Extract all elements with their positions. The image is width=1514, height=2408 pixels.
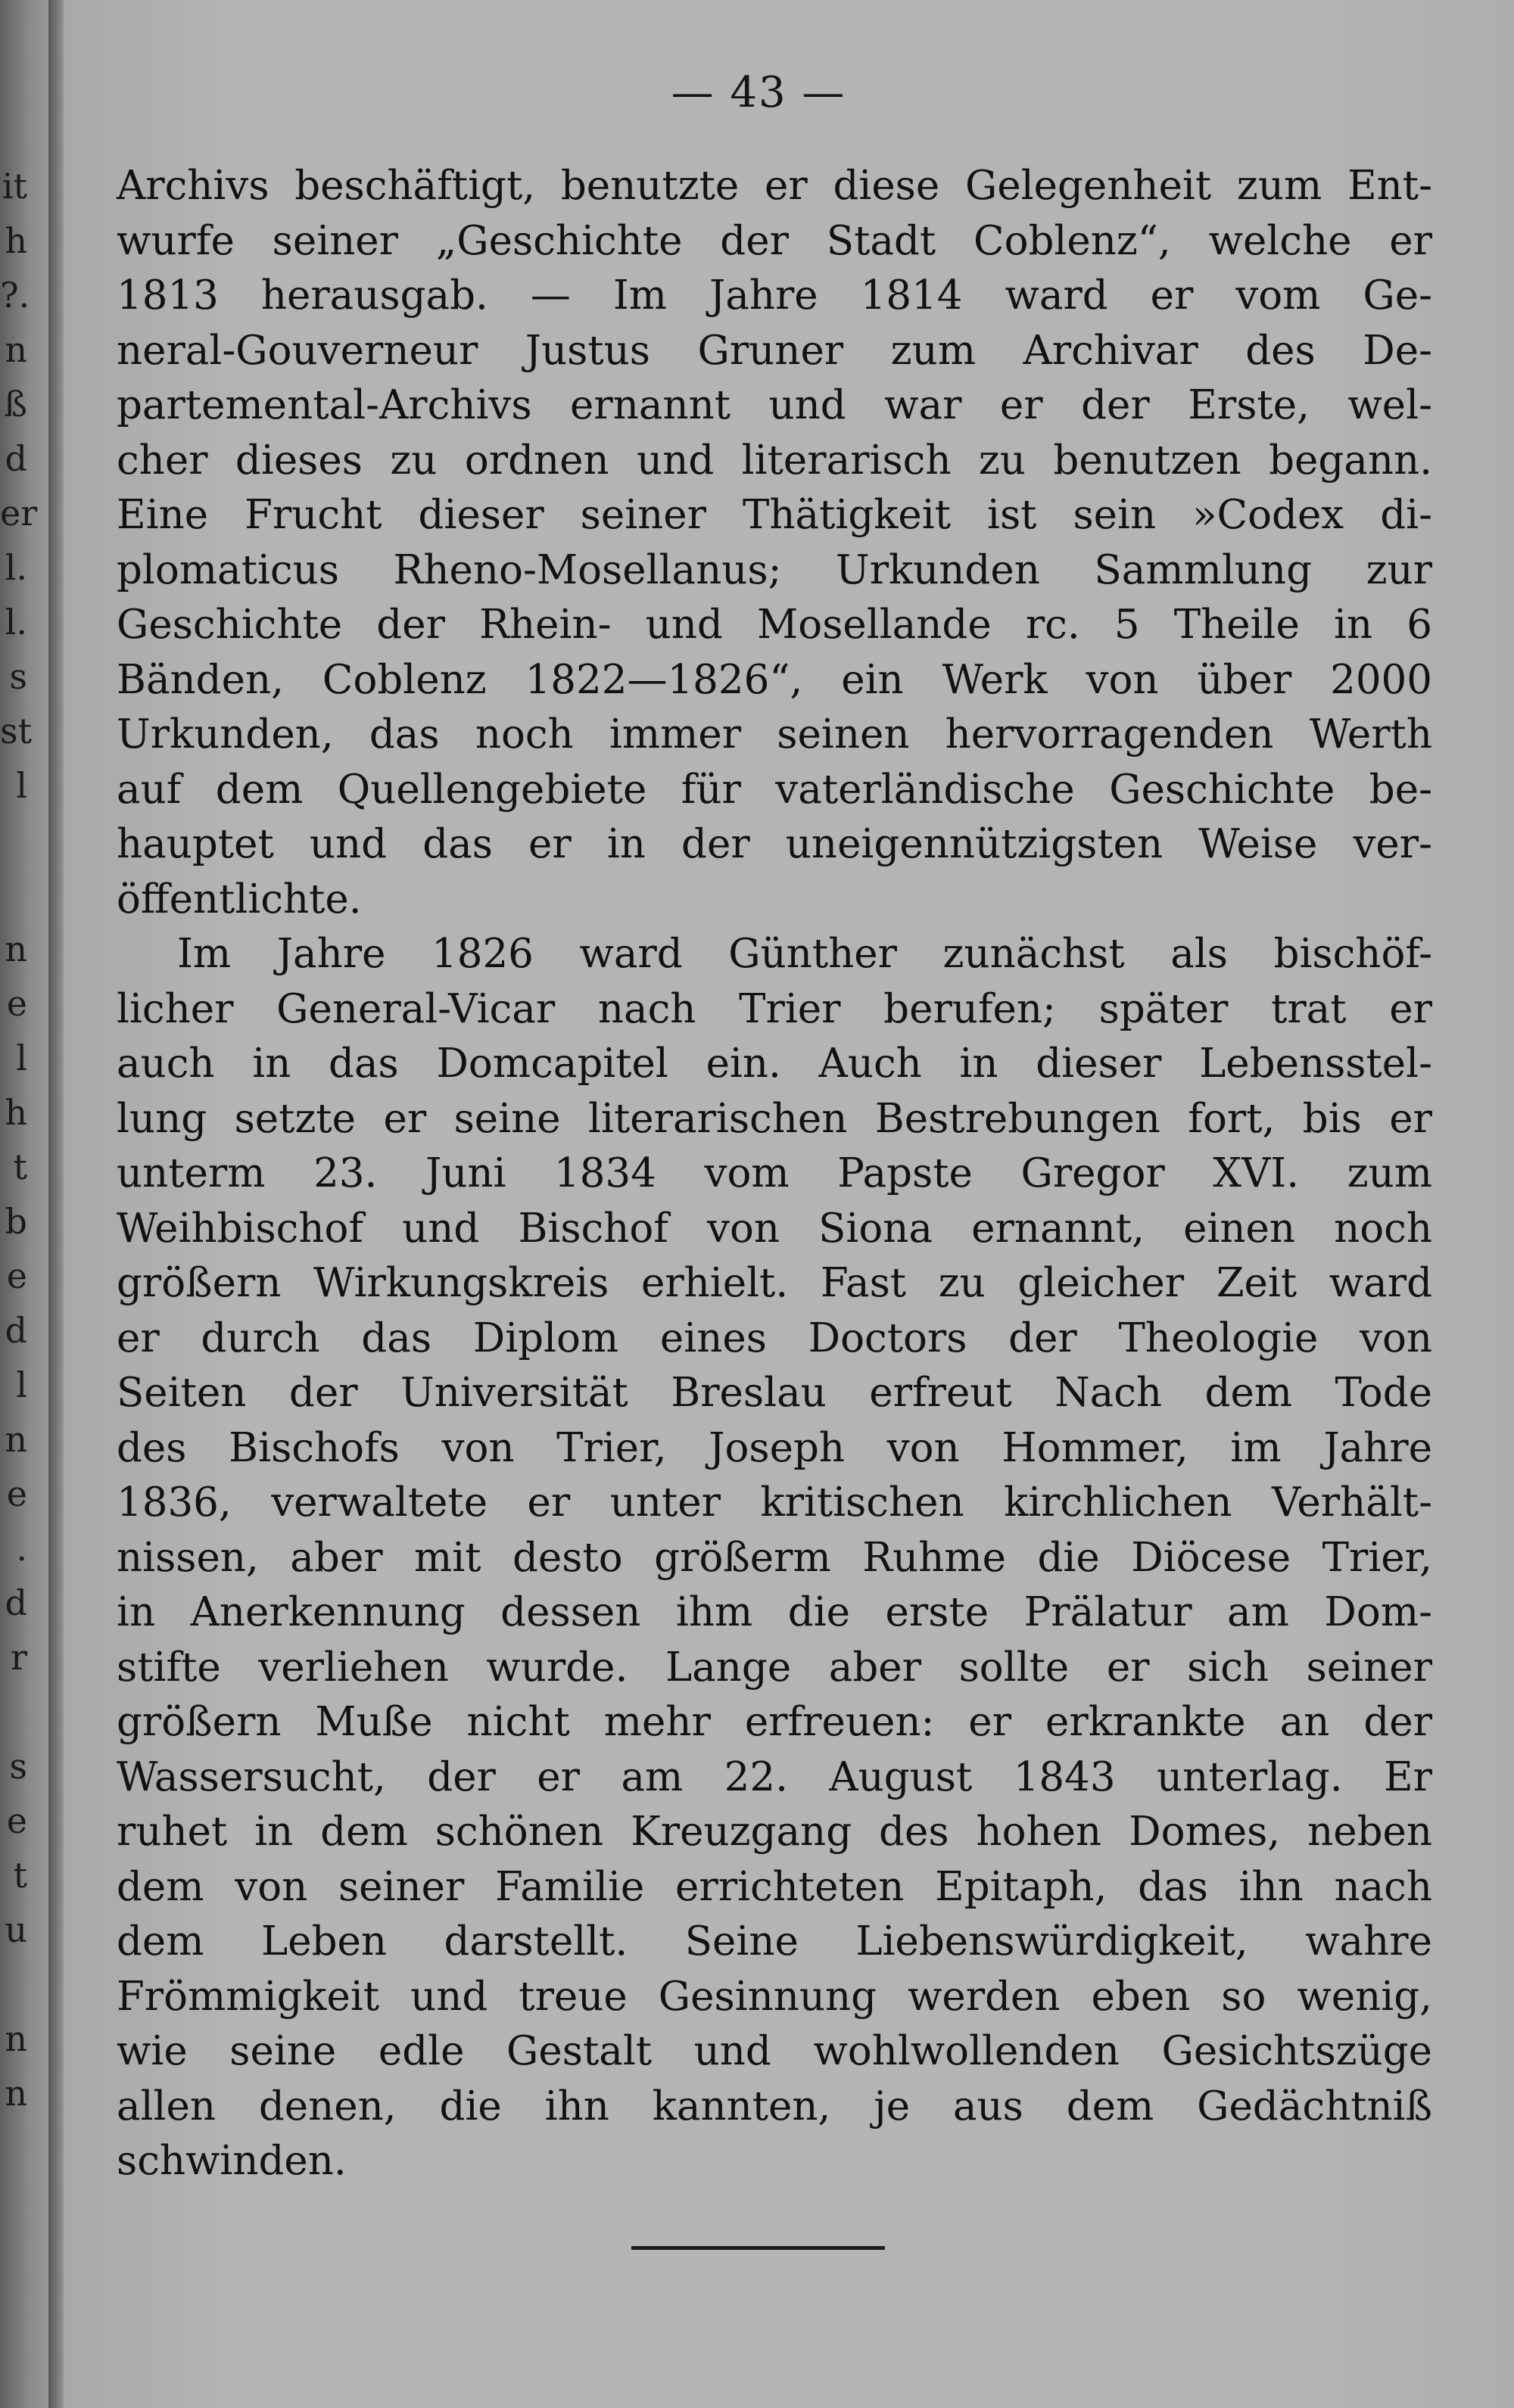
text-line: hauptet und das er in der uneigennützigsten Weise ver- xyxy=(117,821,1432,867)
text-line: schwinden. xyxy=(117,2138,347,2184)
text-line: dem von seiner Familie errichteten Epitaph, das ihn nach xyxy=(117,1863,1432,1910)
text-line: größern Wirkungskreis erhielt. Fast zu gleicher Zeit ward xyxy=(117,1260,1432,1306)
text-line: Archivs beschäftigt, benutzte er diese Gelegenheit zum Ent- xyxy=(117,163,1432,209)
text-line: in Anerkennung dessen ihm die erste Prälatur am Dom- xyxy=(117,1589,1432,1635)
text-line: Frömmigkeit und treue Gesinnung werden eben so wenig, xyxy=(117,1973,1432,2020)
text-line: 1813 herausgab. — Im Jahre 1814 ward er vom Ge- xyxy=(117,272,1432,319)
text-line: Eine Frucht dieser seiner Thätigkeit ist sein »Codex di- xyxy=(117,492,1432,538)
text-line: allen denen, die ihn kannten, je aus dem Gedächtniß xyxy=(117,2083,1432,2130)
text-line: 1836, verwaltete er unter kritischen kirchlichen Verhält- xyxy=(117,1479,1432,1526)
end-rule xyxy=(631,2246,885,2250)
text-line: Bänden, Coblenz 1822—1826“, ein Werk von über 2000 xyxy=(117,656,1432,703)
page-number: — 43 — xyxy=(671,68,846,117)
text-line: Geschichte der Rhein- und Mosellande rc. 5 Theile in 6 xyxy=(117,602,1432,648)
body-text xyxy=(117,159,1432,2189)
facing-page-fragments: it h ?. n ß d er l. l. s st l n e l h t b e d l n e . d r s e t u n n xyxy=(0,166,38,2114)
paragraph-1 xyxy=(117,159,1432,927)
text-line: dem Leben darstellt. Seine Liebenswürdigkeit, wahre xyxy=(117,1918,1432,1965)
book-page xyxy=(64,0,1514,2408)
text-line: Seiten der Universität Breslau erfreut Nach dem Tode xyxy=(117,1370,1432,1416)
text-line: cher dieses zu ordnen und literarisch zu benutzen begann. xyxy=(117,437,1432,484)
text-line: Weihbischof und Bischof von Siona ernannt, einen noch xyxy=(117,1205,1432,1252)
text-line: lung setzte er seine literarischen Bestrebungen fort, bis er xyxy=(117,1095,1432,1142)
text-line: ruhet in dem schönen Kreuzgang des hohen Domes, neben xyxy=(117,1809,1432,1855)
text-line: unterm 23. Juni 1834 vom Papste Gregor XVI. zum xyxy=(117,1150,1432,1196)
text-line: wie seine edle Gestalt und wohlwollenden Gesichtszüge xyxy=(117,2028,1432,2074)
text-line: plomaticus Rheno-Mosellanus; Urkunden Sammlung zur xyxy=(117,546,1432,593)
facing-page-edge xyxy=(0,0,53,2408)
text-line: licher General-Vicar nach Trier berufen; später trat er xyxy=(117,985,1432,1032)
paragraph-2 xyxy=(117,927,1432,2189)
text-line: auf dem Quellengebiete für vaterländische Geschichte be- xyxy=(117,766,1432,813)
text-line: öffentlichte. xyxy=(117,876,362,922)
text-line: des Bischofs von Trier, Joseph von Hommer, im Jahre xyxy=(117,1424,1432,1471)
text-line: partemental-Archivs ernannt und war er der Erste, wel- xyxy=(117,382,1432,428)
text-line: größern Muße nicht mehr erfreuen: er erkrankte an der xyxy=(117,1699,1432,1745)
text-line: stifte verliehen wurde. Lange aber sollte er sich seiner xyxy=(117,1644,1432,1691)
text-line: er durch das Diplom eines Doctors der Theologie von xyxy=(117,1314,1432,1361)
text-line: Urkunden, das noch immer seinen hervorragenden Werth xyxy=(117,711,1432,758)
text-line: nissen, aber mit desto größerm Ruhme die Diöcese Trier, xyxy=(117,1534,1432,1581)
text-line: auch in das Domcapitel ein. Auch in dieser Lebensstel- xyxy=(117,1041,1432,1087)
text-line: Im Jahre 1826 ward Günther zunächst als bischöf- xyxy=(177,931,1432,977)
text-line: Wassersucht, der er am 22. August 1843 unterlag. Er xyxy=(117,1753,1432,1800)
binding-gutter xyxy=(48,0,65,2408)
text-line: neral-Gouverneur Justus Gruner zum Archivar des De- xyxy=(117,327,1432,374)
text-line: wurfe seiner „Geschichte der Stadt Coblenz“, welche er xyxy=(117,217,1432,264)
